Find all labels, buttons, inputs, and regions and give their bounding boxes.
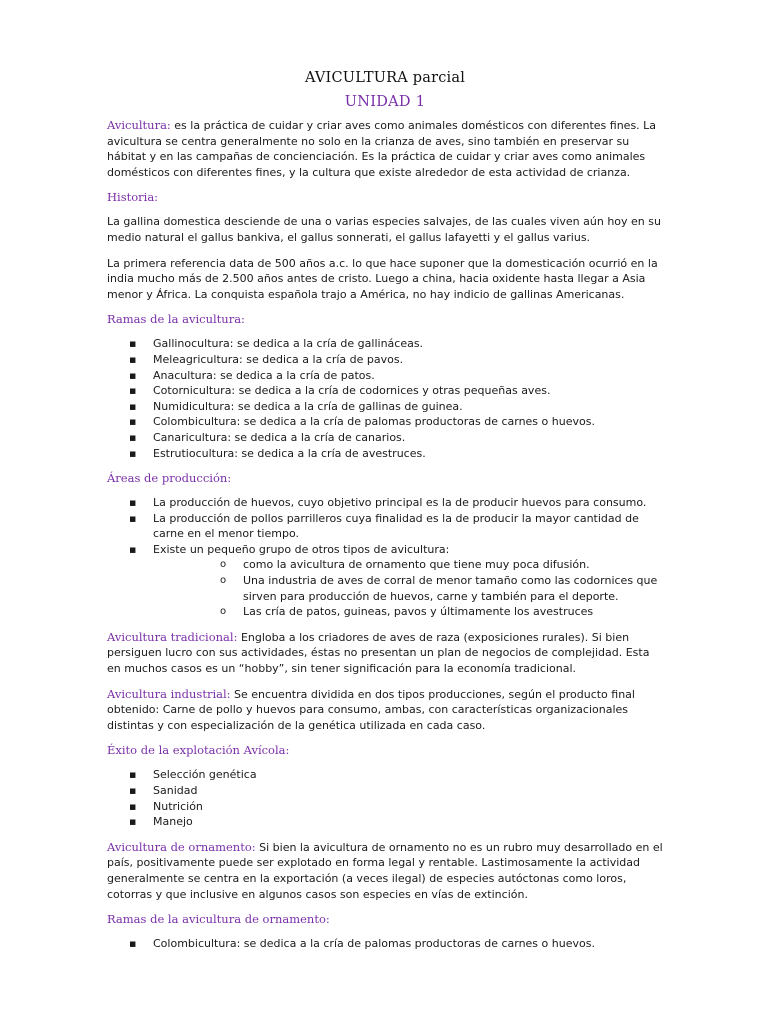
list-item: ▪ Canaricultura: se dedica a la cría de canarios. xyxy=(107,430,663,446)
areas-list xyxy=(107,495,663,620)
industrial-paragraph xyxy=(107,687,663,734)
tradicional-paragraph xyxy=(107,630,663,677)
list-item: ▪ Anacultura: se dedica a la cría de patos. xyxy=(107,368,663,384)
sublist-item: o Las cría de patos, guineas, pavos y últimamente los avestruces xyxy=(153,604,663,620)
list-item: ▪ Sanidad xyxy=(107,783,663,799)
list-item: ▪ La producción de huevos, cuyo objetivo principal es la de producir huevos para consumo. xyxy=(107,495,663,511)
historia-paragraph-2: La primera referencia data de 500 años a.c. lo que hace suponer que la domesticación ocurrió en la india mucho más de 2.500 años antes de cristo. Luego a china, hacia oxidente hasta llegar a Asia menor y África. La conquista española trajo a América, no hay indicio de gallinas Americanas. xyxy=(107,256,658,301)
unit-heading: UNIDAD 1 xyxy=(344,94,426,110)
list-item: ▪ Nutrición xyxy=(107,799,663,815)
list-item: ▪ Selección genética xyxy=(107,767,663,783)
industrial-text: Se encuentra dividida en dos tipos producciones, según el producto final obtenido: Carne de pollo y huevos para consumo, ambas, con características organizacionales distintas y con especialización de la genética utilizada en cada caso. xyxy=(107,687,635,732)
list-item: ▪ Colombicultura: se dedica a la cría de palomas productoras de carnes o huevos. xyxy=(107,414,663,430)
areas-heading: Áreas de producción: xyxy=(107,471,232,486)
list-item: ▪ Meleagricultura: se dedica a la cría de pavos. xyxy=(107,352,663,368)
sublist-item: o Una industria de aves de corral de menor tamaño como las codornices que sirven para producción de huevos, carne y también para el deporte. xyxy=(153,573,663,604)
ramas-heading: Ramas de la avicultura: xyxy=(107,312,245,327)
intro-label: Avicultura: xyxy=(107,118,171,132)
list-item: ▪ La producción de pollos parrilleros cuya finalidad es la de producir la mayor cantidad de carne en el menor tiempo. xyxy=(107,511,663,542)
list-item: ▪ Colombicultura: se dedica a la cría de palomas productoras de carnes o huevos. xyxy=(107,936,663,952)
list-item-text: Existe un pequeño grupo de otros tipos de avicultura: xyxy=(153,542,450,556)
ornamento-label: Avicultura de ornamento: xyxy=(107,839,256,854)
list-item-with-sublist xyxy=(107,542,663,620)
ramas-ornamento-heading: Ramas de la avicultura de ornamento: xyxy=(107,912,330,927)
ramas-ornamento-list xyxy=(107,936,663,952)
document-title: AVICULTURA parcial xyxy=(304,70,466,86)
historia-paragraph-1: La gallina domestica desciende de una o varias especies salvajes, de las cuales viven aún hoy en su medio natural el gallus bankiva, el gallus sonnerati, el gallus lafayetti y el gallus varius. xyxy=(107,215,661,244)
document-page xyxy=(107,70,663,962)
tradicional-label: Avicultura tradicional: xyxy=(107,629,238,644)
list-item: ▪ Cotornicultura: se dedica a la cría de codornices y otras pequeñas aves. xyxy=(107,383,663,399)
historia-heading: Historia: xyxy=(107,190,159,205)
tradicional-text: Engloba a los criadores de aves de raza (exposiciones rurales). Si bien persiguen lucro con sus actividades, éstas no presentan un plan de negocios de complejidad. Esta en muchos casos es un “hobby”, sin tener significación para la economía tradicional. xyxy=(107,630,650,676)
ornamento-paragraph xyxy=(107,840,663,902)
sublist-item: o como la avicultura de ornamento que tiene muy poca difusión. xyxy=(153,557,663,573)
intro-paragraph xyxy=(107,118,663,180)
areas-sublist xyxy=(153,557,663,619)
ornamento-text: Si bien la avicultura de ornamento no es un rubro muy desarrollado en el país, positivamente puede ser explotado en forma legal y rentable. Lastimosamente la actividad generalmente se centra en la exportación (a veces ilegal) de especies autóctonas como loros, cotorras y que inclusive en algunos casos son especies en vías de extinción. xyxy=(107,840,663,901)
intro-text: es la práctica de cuidar y criar aves como animales domésticos con diferentes fines. La avicultura se centra generalmente no solo en la crianza de aves, sino también en preservar su hábitat y en las campañas de concienciación. Es la práctica de cuidar y criar aves como animales domésticos con diferentes fines, y la cultura que existe alrededor de esta actividad de crianza. xyxy=(107,119,657,179)
exito-heading: Éxito de la explotación Avícola: xyxy=(107,743,290,758)
ramas-list xyxy=(107,336,663,461)
list-item: ▪ Manejo xyxy=(107,814,663,830)
list-item: ▪ Estrutiocultura: se dedica a la cría de avestruces. xyxy=(107,446,663,462)
list-item: ▪ Gallinocultura: se dedica a la cría de gallináceas. xyxy=(107,336,663,352)
list-item: ▪ Numidicultura: se dedica a la cría de gallinas de guinea. xyxy=(107,399,663,415)
industrial-label: Avicultura industrial: xyxy=(107,686,231,701)
exito-list xyxy=(107,767,663,829)
